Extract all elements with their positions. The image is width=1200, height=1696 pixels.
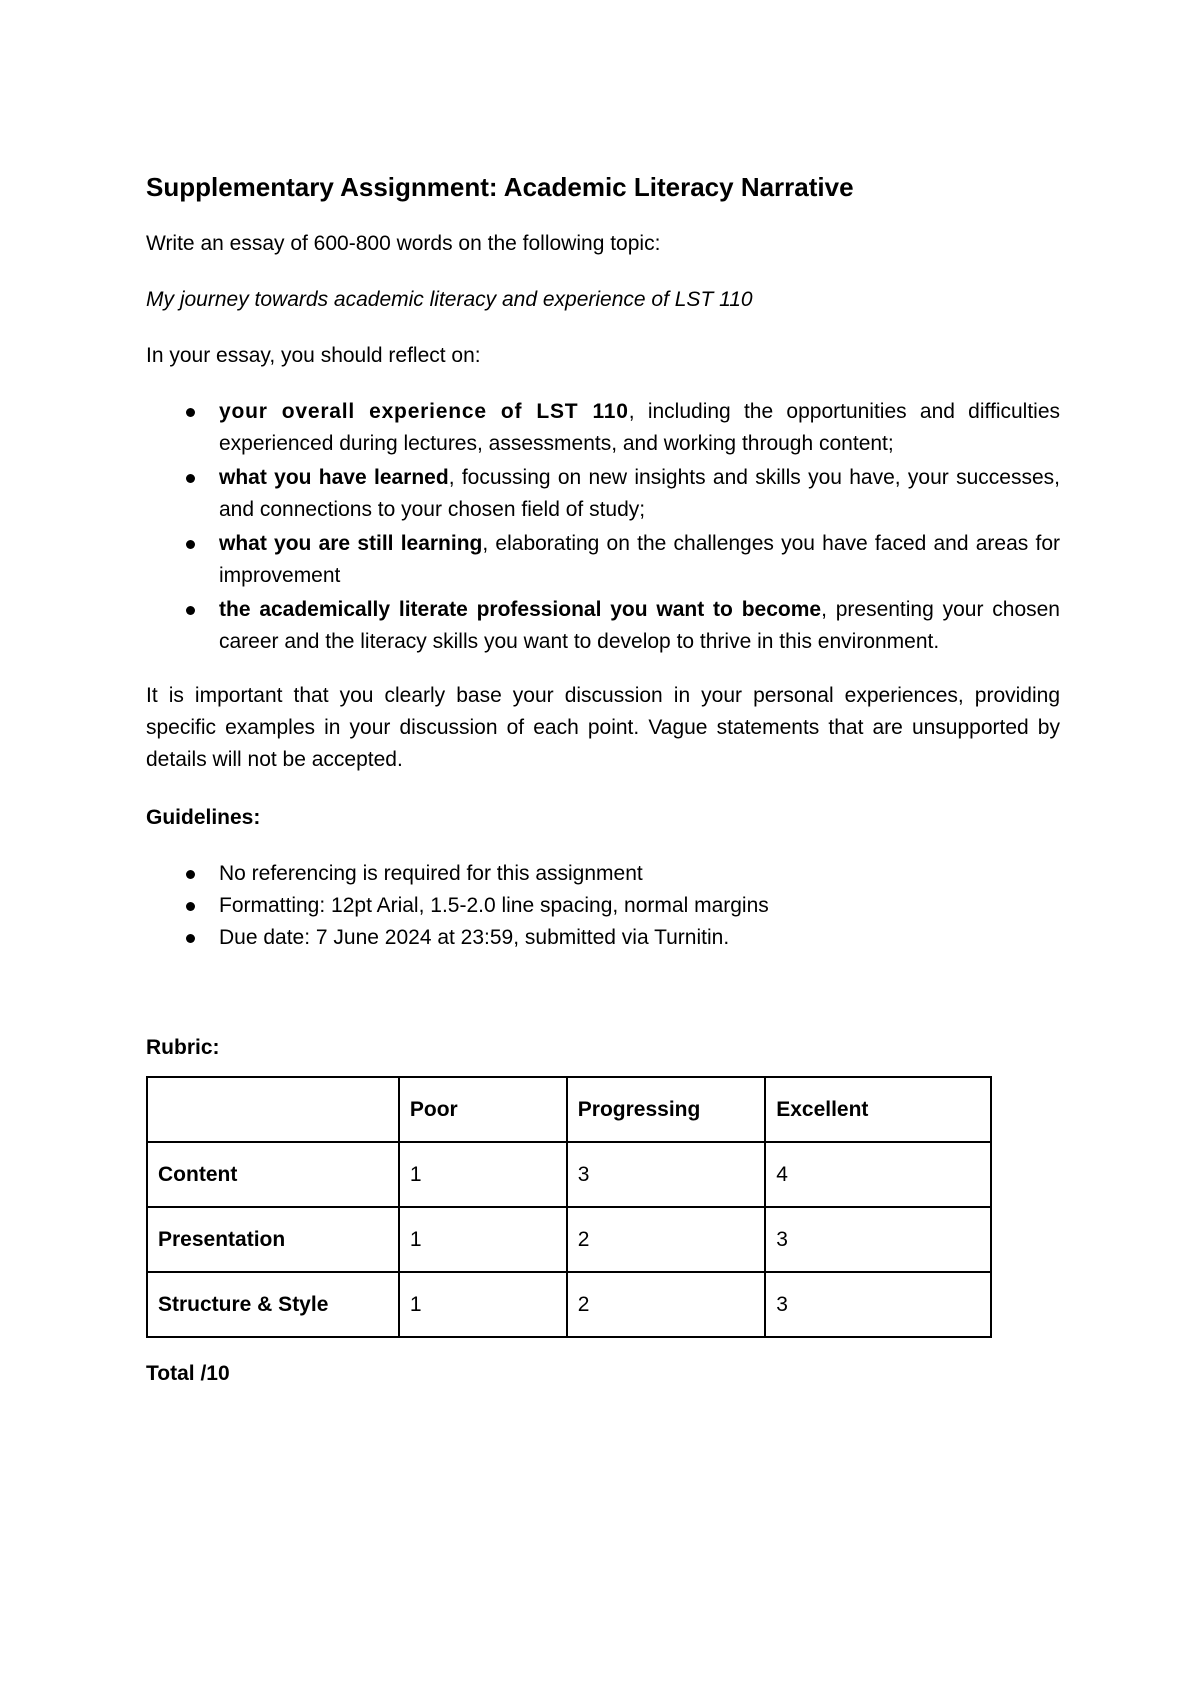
table-row-label: Presentation <box>147 1207 399 1272</box>
table-header-row <box>147 1077 991 1142</box>
bullet-icon <box>186 474 195 483</box>
important-note: It is important that you clearly base your discussion in your personal experiences, providing specific examples in your discussion of each point. Vague statements that are unsupported by details will not be accepted. <box>146 684 1060 771</box>
guidelines-list <box>146 858 1060 954</box>
reflection-point-text: , elaborating on the challenges you have faced and areas for improvement <box>219 532 1060 587</box>
list-item <box>146 396 1060 460</box>
reflection-point-text: , including the opportunities and difficulties experienced during lectures, assessments, and working through content; <box>219 400 1061 455</box>
bullet-icon <box>186 408 195 417</box>
bullet-icon <box>186 606 195 615</box>
list-item <box>146 858 1060 890</box>
table-row <box>147 1142 991 1207</box>
table-cell: 2 <box>567 1272 765 1337</box>
table-row-label: Content <box>147 1142 399 1207</box>
reflection-point-bold: what you are still learning <box>219 532 483 555</box>
reflection-point-bold: the academically literate professional you want to become <box>219 598 822 621</box>
list-item <box>146 594 1060 658</box>
table-header-cell: Progressing <box>567 1077 765 1142</box>
table-header-cell <box>147 1077 399 1142</box>
guideline-text: Formatting: 12pt Arial, 1.5-2.0 line spacing, normal margins <box>219 894 769 917</box>
table-cell: 1 <box>399 1142 567 1207</box>
total-score: Total /10 <box>146 1362 230 1385</box>
reflection-points-list <box>146 396 1060 658</box>
table-row <box>147 1272 991 1337</box>
table-cell: 2 <box>567 1207 765 1272</box>
guideline-text: Due date: 7 June 2024 at 23:59, submitted via Turnitin. <box>219 926 730 949</box>
reflection-point-text: , focussing on new insights and skills you have, your successes, and connections to your chosen field of study; <box>219 466 1060 521</box>
list-item <box>146 922 1060 954</box>
table-cell: 1 <box>399 1272 567 1337</box>
table-cell: 3 <box>765 1207 991 1272</box>
bullet-icon <box>186 902 195 911</box>
rubric-table <box>146 1076 992 1338</box>
table-header-cell: Excellent <box>765 1077 991 1142</box>
reflection-point-bold: your overall experience of LST 110 <box>219 400 629 423</box>
list-item <box>146 462 1060 526</box>
table-row-label: Structure & Style <box>147 1272 399 1337</box>
instruction-text: Write an essay of 600-800 words on the following topic: <box>146 232 661 255</box>
rubric-heading: Rubric: <box>146 1036 220 1059</box>
guidelines-heading: Guidelines: <box>146 806 261 829</box>
guideline-text: No referencing is required for this assignment <box>219 862 643 885</box>
reflect-intro: In your essay, you should reflect on: <box>146 344 481 367</box>
table-cell: 3 <box>567 1142 765 1207</box>
reflection-point-text: , presenting your chosen career and the literacy skills you want to develop to thrive in this environment. <box>219 598 1060 653</box>
list-item <box>146 528 1060 592</box>
table-cell: 1 <box>399 1207 567 1272</box>
reflection-point-bold: what you have learned <box>219 466 449 489</box>
list-item <box>146 890 1060 922</box>
table-cell: 4 <box>765 1142 991 1207</box>
bullet-icon <box>186 934 195 943</box>
bullet-icon <box>186 870 195 879</box>
document-page <box>146 170 1060 1390</box>
essay-topic: My journey towards academic literacy and experience of LST 110 <box>146 288 753 311</box>
table-row <box>147 1207 991 1272</box>
table-header-cell: Poor <box>399 1077 567 1142</box>
bullet-icon <box>186 540 195 549</box>
table-cell: 3 <box>765 1272 991 1337</box>
document-title: Supplementary Assignment: Academic Literacy Narrative <box>146 172 854 202</box>
